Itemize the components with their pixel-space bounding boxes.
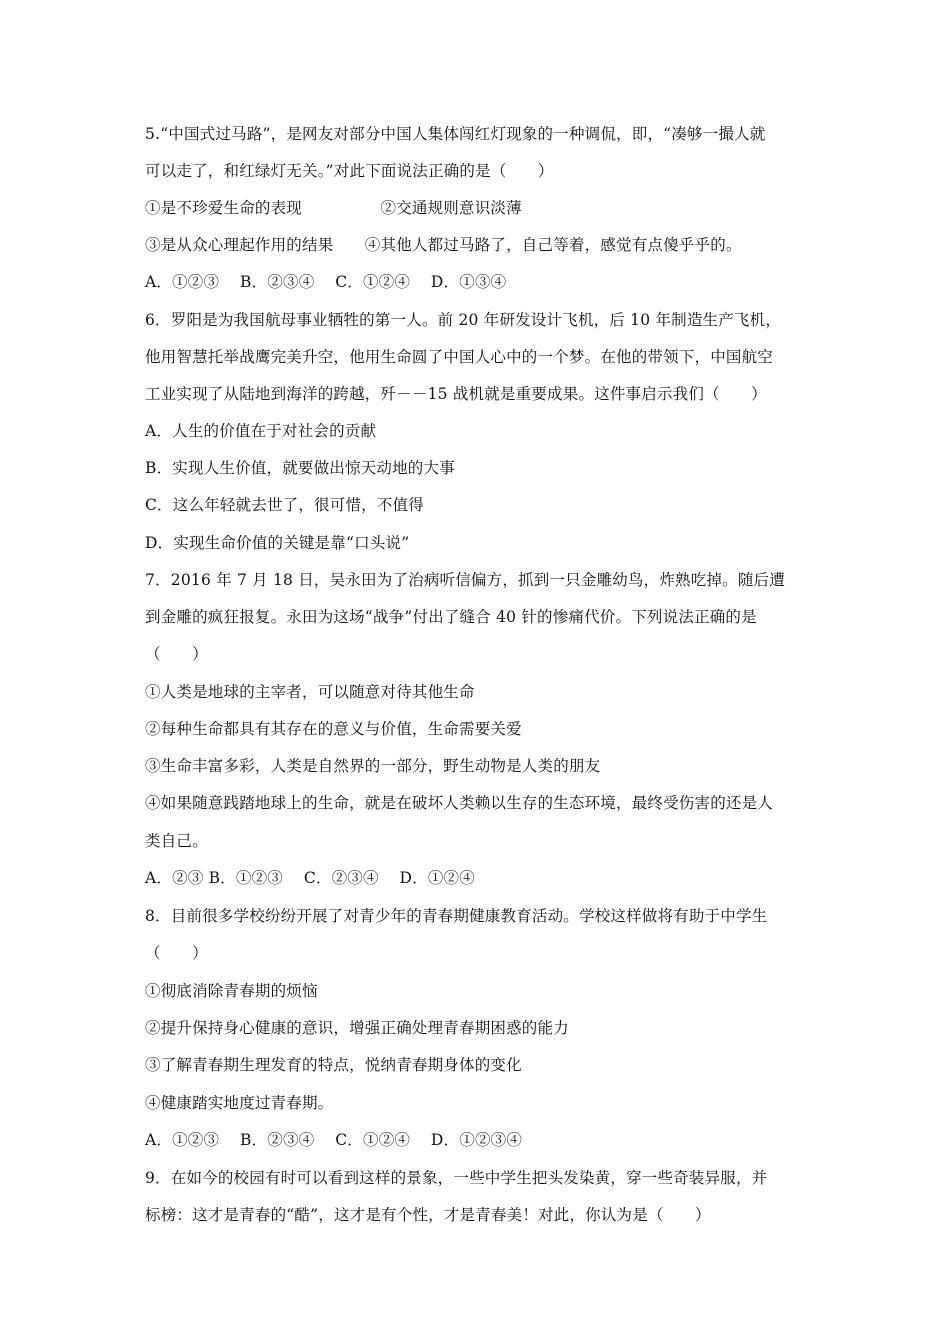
q5-options-3-4: ③是从众心理起作用的结果 ④其他人都过马路了，自己等着，感觉有点傻乎乎的。 — [145, 236, 742, 254]
q6-stem-line1: 6．罗阳是为我国航母事业牺牲的第一人。前 20 年研发设计飞机，后 10 年制造生产飞机， — [145, 311, 782, 329]
q6-option-c: C．这么年轻就去世了，很可惜，不值得 — [145, 496, 424, 514]
q6-stem-line2: 他用智慧托举战鹰完美升空，他用生命圆了中国人心中的一个梦。在他的带领下，中国航空 — [145, 348, 774, 366]
q7-statement-3: ③生命丰富多彩，人类是自然界的一部分，野生动物是人类的朋友 — [145, 757, 601, 775]
q8-stem-line1: 8．目前很多学校纷纷开展了对青少年的青春期健康教育活动。学校这样做将有助于中学生 — [145, 907, 768, 925]
q8-statement-2: ②提升保持身心健康的意识，增强正确处理青春期困惑的能力 — [145, 1019, 569, 1037]
q8-statement-3: ③了解青春期生理发育的特点，悦纳青春期身体的变化 — [145, 1056, 522, 1074]
q7-statement-4-line1: ④如果随意践踏地球上的生命，就是在破坏人类赖以生存的生态环境，最终受伤害的还是人 — [145, 794, 774, 812]
q6-option-d: D．实现生命价值的关键是靠“口头说” — [145, 534, 410, 552]
q7-answer-choices: A．②③ B．①②③ C．②③④ D．①②④ — [145, 869, 475, 887]
q5-stem-line1: 5.“中国式过马路”，是网友对部分中国人集体闯红灯现象的一种调侃，即，“凑够一撮人就 — [145, 125, 766, 143]
q9-stem-line2: 标榜：这才是青春的“酷”，这才是有个性，才是青春美！对此，你认为是（ ） — [145, 1206, 711, 1224]
q7-stem-line2: 到金雕的疯狂报复。永田为这场“战争”付出了缝合 40 针的惨痛代价。下列说法正确的是 — [145, 608, 757, 626]
q7-statement-2: ②每种生命都具有其存在的意义与价值，生命需要关爱 — [145, 720, 522, 738]
q8-answer-choices: A．①②③ B．②③④ C．①②④ D．①②③④ — [145, 1131, 523, 1149]
q5-stem-line2: 可以走了，和红绿灯无关。”对此下面说法正确的是（ ） — [145, 162, 554, 180]
q6-option-b: B．实现人生价值，就要做出惊天动地的大事 — [145, 459, 455, 477]
q5-answer-choices: A．①②③ B．②③④ C．①②④ D．①③④ — [145, 273, 507, 291]
q8-statement-4: ④健康踏实地度过青春期。 — [145, 1094, 334, 1112]
q9-stem-line1: 9．在如今的校园有时可以看到这样的景象，一些中学生把头发染黄，穿一些奇装异服，并 — [145, 1169, 768, 1187]
q6-option-a: A．人生的价值在于对社会的贡献 — [145, 422, 377, 440]
q7-statement-1: ①人类是地球的主宰者，可以随意对待其他生命 — [145, 683, 475, 701]
q7-stem-line3: （ ） — [145, 645, 208, 663]
q8-statement-1: ①彻底消除青春期的烦恼 — [145, 982, 318, 1000]
q7-stem-line1: 7．2016 年 7 月 18 日，吴永田为了治病听信偏方，抓到一只金雕幼鸟，炸熟吃掉。随后遭 — [145, 571, 785, 589]
q6-stem-line3: 工业实现了从陆地到海洋的跨越，歼－－15 战机就是重要成果。这件事启示我们（ ） — [145, 385, 767, 403]
q7-statement-4-line2: 类自己。 — [145, 832, 208, 850]
q5-options-1-2: ①是不珍爱生命的表现 ②交通规则意识淡薄 — [145, 199, 522, 217]
q8-stem-line2: （ ） — [145, 944, 208, 962]
